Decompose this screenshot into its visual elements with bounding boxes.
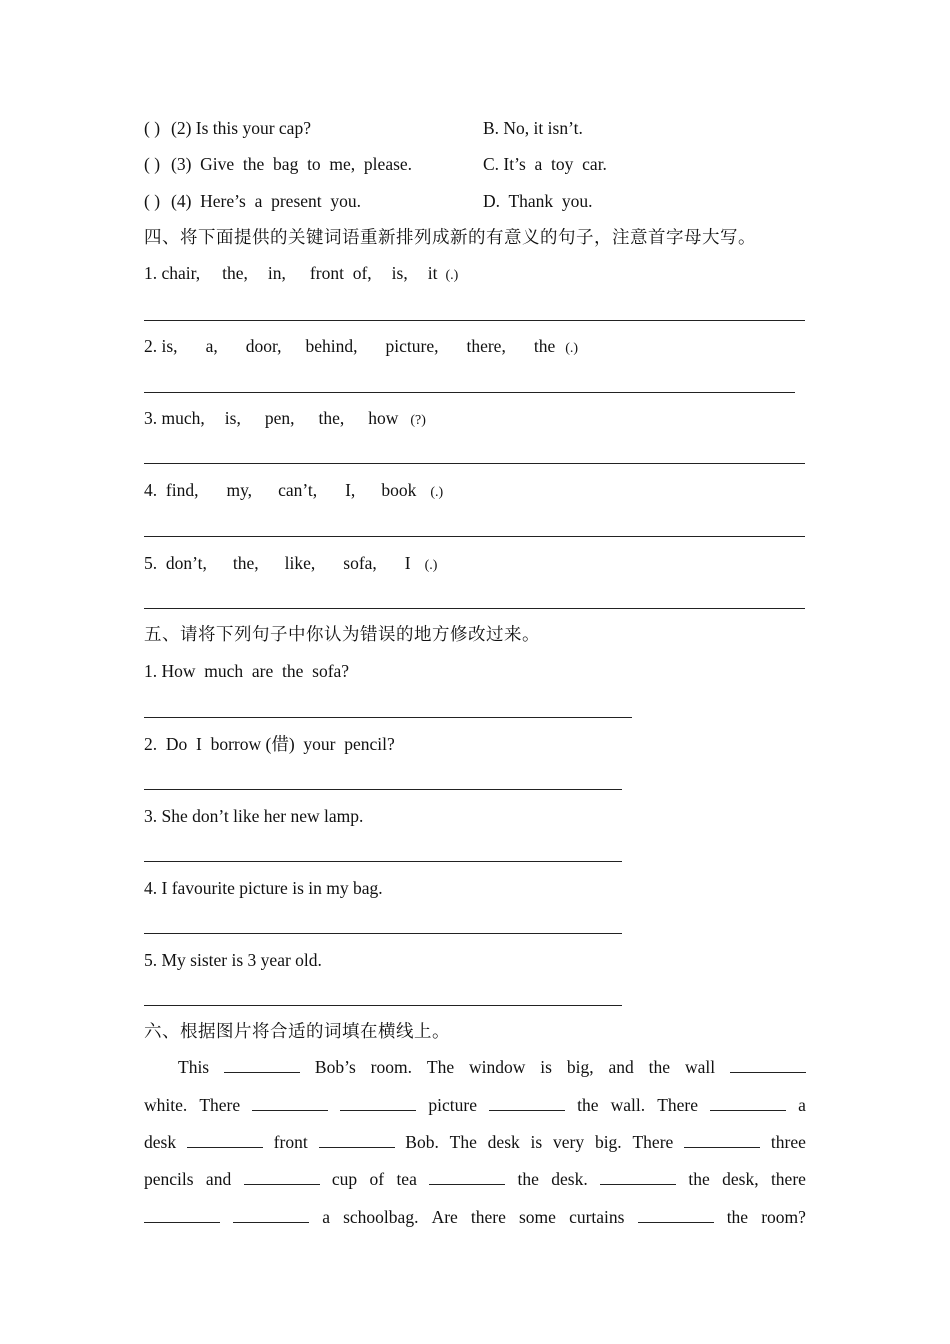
- cloze-word: and: [205, 1169, 232, 1189]
- word: behind,: [305, 336, 358, 356]
- word: pen,: [264, 408, 295, 428]
- cloze-word: room?: [761, 1207, 806, 1227]
- cloze-word: a: [322, 1207, 330, 1227]
- fill-blank[interactable]: [710, 1096, 786, 1111]
- word: book: [381, 480, 417, 500]
- word: the: [533, 336, 556, 356]
- cloze-line: [178, 1056, 806, 1078]
- word: how: [368, 408, 399, 428]
- cloze-word: tea: [396, 1169, 417, 1189]
- word: can’t,: [278, 480, 318, 500]
- word: the,: [222, 263, 248, 283]
- cloze-word: big,: [566, 1057, 594, 1077]
- cloze-word: a: [798, 1095, 806, 1115]
- word: it: [427, 263, 438, 283]
- cloze-word: very: [553, 1132, 585, 1152]
- word: door,: [245, 336, 282, 356]
- cloze-word: the: [726, 1207, 749, 1227]
- cloze-word: picture: [428, 1095, 477, 1115]
- section4-heading: 四、将下面提供的关键词语重新排列成新的有意义的句子，注意首字母大写。: [144, 228, 756, 248]
- answer-line: [144, 608, 805, 609]
- fill-blank[interactable]: [340, 1096, 416, 1111]
- fill-blank[interactable]: [244, 1170, 320, 1185]
- cloze-word: Bob’s: [314, 1057, 356, 1077]
- correction-item-5: 5. My sister is 3 year old.: [144, 950, 322, 970]
- cloze-word: three: [770, 1132, 806, 1152]
- answer-line: [144, 1005, 622, 1006]
- word: there,: [466, 336, 506, 356]
- correction-item-2: 2. Do I borrow (借) your pencil?: [144, 734, 395, 754]
- answer-line: [144, 536, 805, 537]
- punctuation-hint: (.): [445, 268, 459, 283]
- question-text: (4) Here’s a present you.: [171, 191, 362, 211]
- fill-blank[interactable]: [638, 1208, 714, 1223]
- punctuation-hint: (.): [424, 558, 438, 573]
- fill-blank[interactable]: [319, 1133, 395, 1148]
- cloze-word: There: [199, 1095, 241, 1115]
- cloze-word: big.: [594, 1132, 622, 1152]
- cloze-word: front: [273, 1132, 308, 1152]
- cloze-line: [144, 1094, 806, 1116]
- word: in,: [267, 263, 286, 283]
- section6-heading: 六、根据图片将合适的词填在横线上。: [144, 1022, 450, 1042]
- answer-option: B. No, it isn’t.: [483, 118, 583, 138]
- answer-paren: ( ): [144, 191, 161, 211]
- cloze-word: schoolbag.: [343, 1207, 419, 1227]
- section5-heading: 五、请将下列句子中你认为错误的地方修改过来。: [144, 625, 540, 645]
- cloze-word: There: [657, 1095, 699, 1115]
- word: the,: [232, 553, 259, 573]
- reorder-item-4: [144, 479, 474, 504]
- fill-blank[interactable]: [600, 1170, 676, 1185]
- cloze-word: and: [608, 1057, 634, 1077]
- answer-option: D. Thank you.: [483, 191, 593, 211]
- word: 3. much,: [144, 408, 205, 428]
- answer-line: [144, 392, 795, 393]
- word: 1. chair,: [144, 263, 201, 283]
- answer-paren: ( ): [144, 118, 161, 138]
- fill-blank[interactable]: [252, 1096, 328, 1111]
- answer-paren: ( ): [144, 154, 161, 174]
- word: I,: [345, 480, 356, 500]
- answer-line: [144, 320, 805, 321]
- cloze-word: desk.: [551, 1169, 588, 1189]
- word: 4. find,: [144, 480, 199, 500]
- correction-item-4: 4. I favourite picture is in my bag.: [144, 878, 383, 898]
- word: I: [404, 553, 411, 573]
- word: is,: [391, 263, 408, 283]
- punctuation-hint: (.): [430, 485, 444, 500]
- cloze-word: is: [530, 1132, 543, 1152]
- word: 2. is,: [144, 336, 178, 356]
- cloze-word: wall: [684, 1057, 716, 1077]
- cloze-word: the: [688, 1169, 710, 1189]
- word: front of,: [309, 263, 372, 283]
- punctuation-hint: (.): [565, 341, 579, 356]
- cloze-word: the: [517, 1169, 539, 1189]
- word: picture,: [385, 336, 439, 356]
- answer-line: [144, 789, 622, 790]
- cloze-word: window: [468, 1057, 526, 1077]
- cloze-word: pencils: [144, 1169, 194, 1189]
- word: the,: [318, 408, 345, 428]
- cloze-word: There: [632, 1132, 674, 1152]
- cloze-line: [144, 1131, 806, 1153]
- reorder-item-3: [144, 407, 464, 432]
- cloze-word: Bob.: [405, 1132, 439, 1152]
- cloze-word: is: [540, 1057, 552, 1077]
- fill-blank[interactable]: [429, 1170, 505, 1185]
- cloze-line: [144, 1168, 806, 1190]
- cloze-word: there: [470, 1207, 506, 1227]
- cloze-word: some: [519, 1207, 556, 1227]
- cloze-word: cup: [331, 1169, 358, 1189]
- cloze-word: the: [648, 1057, 671, 1077]
- fill-blank[interactable]: [684, 1133, 760, 1148]
- cloze-word: desk,: [722, 1169, 759, 1189]
- answer-line: [144, 717, 632, 718]
- punctuation-hint: (?): [410, 413, 426, 428]
- cloze-word: desk: [144, 1132, 177, 1152]
- cloze-word: curtains: [569, 1207, 625, 1227]
- cloze-word: desk: [487, 1132, 520, 1152]
- word: 5. don’t,: [144, 553, 207, 573]
- correction-item-3: 3. She don’t like her new lamp.: [144, 806, 364, 826]
- cloze-word: of: [369, 1169, 385, 1189]
- fill-blank[interactable]: [233, 1208, 309, 1223]
- correction-item-1: 1. How much are the sofa?: [144, 661, 350, 681]
- cloze-word: Are: [431, 1207, 458, 1227]
- cloze-word: The: [426, 1057, 455, 1077]
- fill-blank[interactable]: [144, 1208, 220, 1223]
- word: is,: [224, 408, 241, 428]
- cloze-word: room.: [370, 1057, 412, 1077]
- word: a,: [205, 336, 218, 356]
- cloze-line: [144, 1206, 806, 1228]
- reorder-item-1: [144, 262, 484, 287]
- question-text: (2) Is this your cap?: [171, 118, 311, 138]
- cloze-word: the: [577, 1095, 599, 1115]
- fill-blank[interactable]: [187, 1133, 263, 1148]
- fill-blank[interactable]: [224, 1058, 300, 1073]
- cloze-word: wall.: [610, 1095, 646, 1115]
- answer-line: [144, 463, 805, 464]
- word: my,: [226, 480, 253, 500]
- cloze-word: The: [449, 1132, 477, 1152]
- word: sofa,: [343, 553, 377, 573]
- word: like,: [284, 553, 316, 573]
- cloze-word: there: [770, 1169, 806, 1189]
- cloze-word: white.: [144, 1095, 188, 1115]
- reorder-item-5: [144, 552, 464, 577]
- answer-line: [144, 861, 622, 862]
- question-text: (3) Give the bag to me, please.: [171, 154, 413, 174]
- fill-blank[interactable]: [730, 1058, 806, 1073]
- fill-blank[interactable]: [489, 1096, 565, 1111]
- reorder-item-2: [144, 335, 624, 360]
- cloze-word: This: [178, 1057, 210, 1077]
- answer-option: C. It’s a toy car.: [483, 154, 607, 174]
- answer-line: [144, 933, 622, 934]
